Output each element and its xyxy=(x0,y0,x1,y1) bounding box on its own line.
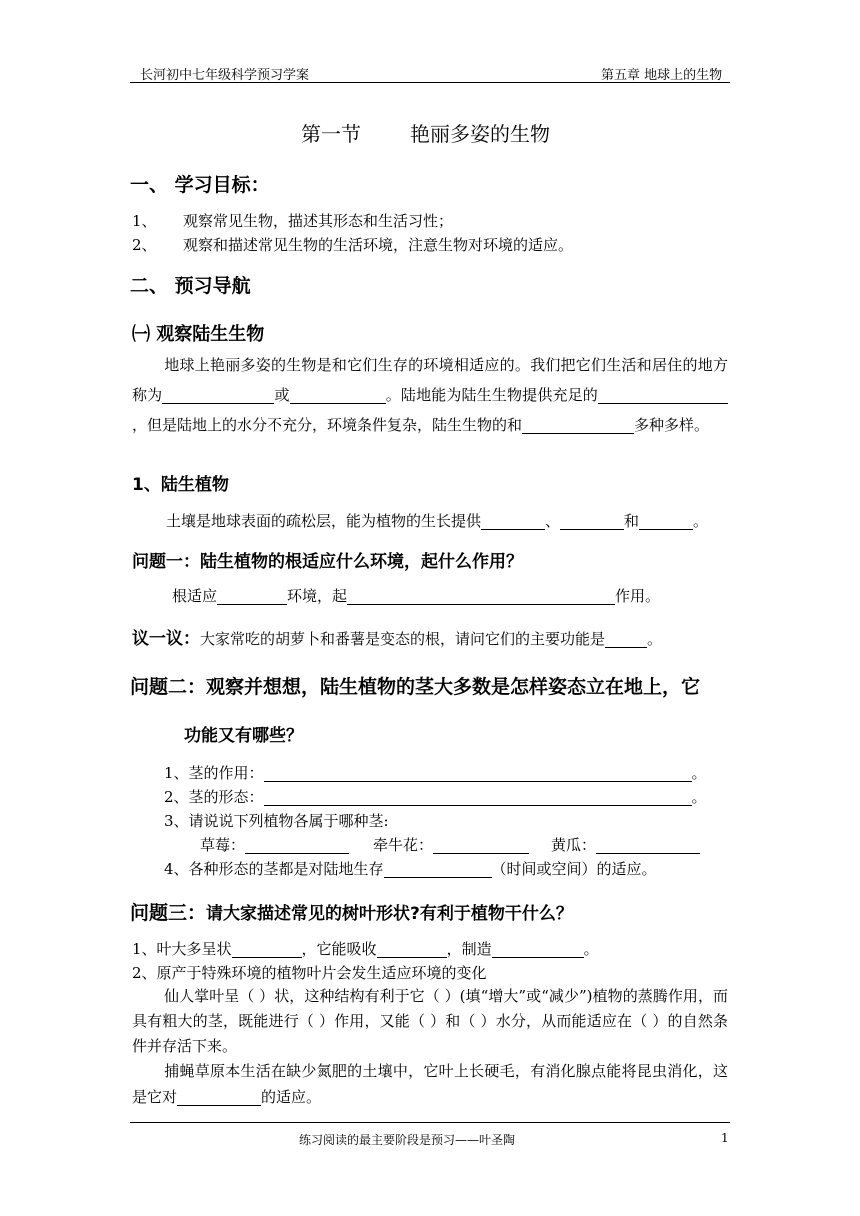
leaf-line-2: 2、原产于特殊环境的植物叶片会发生适应环境的变化 xyxy=(132,964,487,982)
question-1-heading: 问题一：陆生植物的根适应什么环境，起什么作用？ xyxy=(132,552,523,572)
blank-stem-function[interactable] xyxy=(264,765,692,782)
blank-discuss[interactable] xyxy=(605,631,647,648)
header-rule xyxy=(130,82,730,83)
page-number: 1 xyxy=(721,1131,729,1145)
blank-strawberry[interactable] xyxy=(245,837,349,854)
blank-root-env[interactable] xyxy=(217,588,287,605)
blank-soil-1[interactable] xyxy=(481,513,545,530)
blank-habitat-1[interactable] xyxy=(162,387,274,404)
blank-leaf-shape[interactable] xyxy=(232,941,302,958)
cactus-paragraph: 仙人掌叶呈（ ）状，这种结构有利于它（ ）(填“增大”或“减少”)植物的蒸腾作用，而具有粗大的茎，既能进行（ ）作用，又能（ ）和（ ）水分，从而能适应在（ ）的自然条件并存活下来。 xyxy=(132,987,728,1055)
header-right: 第五章 地球上的生物 xyxy=(601,68,723,83)
blank-flytrap[interactable] xyxy=(177,1089,261,1106)
goal-2-number: 2、 xyxy=(132,236,157,254)
header-left: 长河初中七年级科学预习学案 xyxy=(140,68,310,83)
stem-adapt-line: 4、各种形态的茎都是对陆地生存 （时间或空间）的适应。 xyxy=(164,860,657,878)
goal-2-text: 观察和描述常见生物的生活环境，注意生物对环境的适应。 xyxy=(183,236,574,254)
stem-form-line: 2、茎的形态： 。 xyxy=(164,788,707,806)
land-organisms-heading: ㈠ 观察陆生生物 xyxy=(132,324,265,345)
question-3-heading: 问题三：请大家描述常见的树叶形状?有利于植物干什么？ xyxy=(130,902,573,924)
goals-heading: 一、 学习目标： xyxy=(130,174,270,196)
stem-function-line: 1、茎的作用： 。 xyxy=(164,764,707,782)
blank-root-func[interactable] xyxy=(347,588,615,605)
footer-quote: 练习阅读的最主要阶段是预习——叶圣陶 xyxy=(299,1133,516,1147)
discuss-line: 议一议：大家常吃的胡萝卜和番薯是变态的根，请问它们的主要功能是 。 xyxy=(132,629,663,649)
root-sentence: 根适应 环境，起 作用。 xyxy=(172,587,661,605)
stem-types-line: 草莓： 牵牛花： 黄瓜： xyxy=(200,834,700,855)
blank-leaf-absorb[interactable] xyxy=(377,941,447,958)
discuss-label: 议一议： xyxy=(132,629,200,649)
intro-paragraph: 地球上艳丽多姿的生物是和它们生存的环境相适应的。我们把它们生活和居住的地方称为 或 。陆地能为陆生生物提供充足的，但是陆地上的水分不充分，环境条件复杂，陆生生物的和 多种多样。 xyxy=(132,356,728,434)
section-number: 第一节 xyxy=(301,122,361,146)
leaf-line-1: 1、叶大多呈状 ，它能吸收 ，制造 。 xyxy=(132,940,599,958)
blank-diversity[interactable] xyxy=(522,417,634,434)
goal-1-text: 观察常见生物，描述其形态和生活习性； xyxy=(183,212,454,230)
blank-habitat-2[interactable] xyxy=(290,387,386,404)
blank-soil-3[interactable] xyxy=(639,513,693,530)
stem-types-prompt: 3、请说说下列植物各属于哪种茎: xyxy=(164,812,389,830)
blank-provide[interactable] xyxy=(598,387,728,404)
goal-1-number: 1、 xyxy=(132,212,157,230)
nav-heading: 二、 预习导航 xyxy=(130,275,251,297)
page-title: 艳丽多姿的生物 xyxy=(410,122,550,146)
footer-rule xyxy=(130,1122,730,1123)
blank-morning-glory[interactable] xyxy=(433,837,529,854)
question-2-heading: 问题二：观察并想想，陆生植物的茎大多数是怎样姿态立在地上，它 xyxy=(130,676,701,698)
blank-stem-form[interactable] xyxy=(264,789,692,806)
soil-sentence: 土壤是地球表面的疏松层，能为植物的生长提供 、 和 。 xyxy=(166,512,709,530)
blank-cucumber[interactable] xyxy=(596,837,700,854)
blank-stem-adapt[interactable] xyxy=(384,861,492,878)
blank-leaf-make[interactable] xyxy=(492,941,584,958)
question-2-line2: 功能又有哪些？ xyxy=(184,726,303,746)
blank-soil-2[interactable] xyxy=(560,513,624,530)
land-plants-heading: 1、陆生植物 xyxy=(132,475,229,495)
flytrap-paragraph: 捕蝇草原本生活在缺少氮肥的土壤中，它叶上长硬毛，有消化腺点能将昆虫消化，这是它对 的适应。 xyxy=(132,1062,728,1106)
